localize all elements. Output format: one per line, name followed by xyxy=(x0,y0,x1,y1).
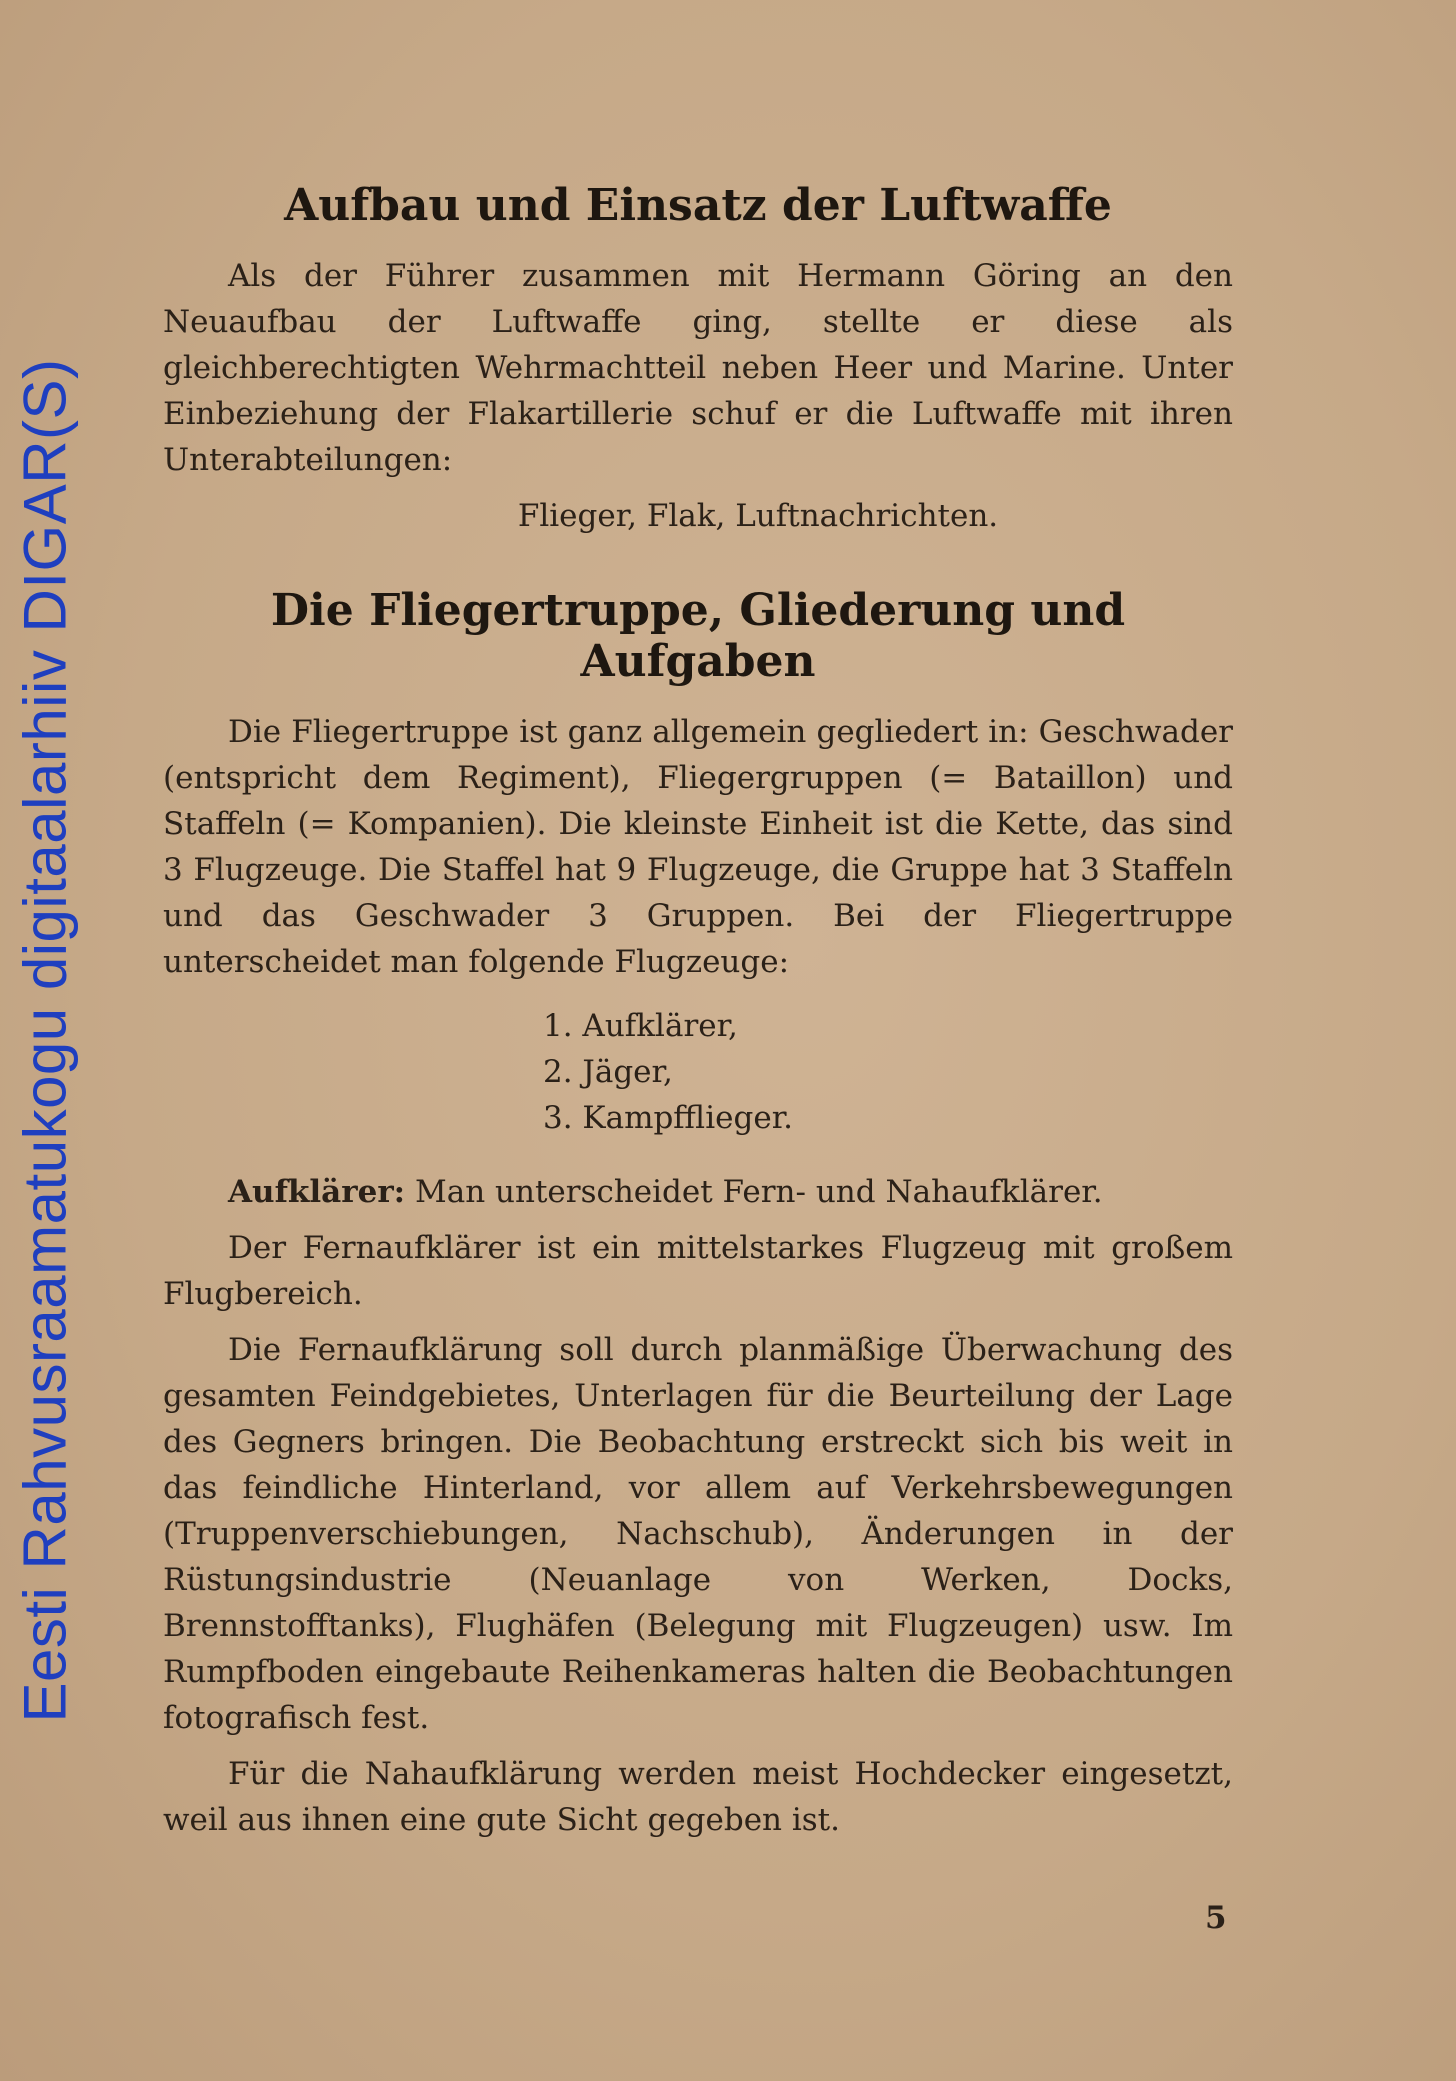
paragraph-fernaufklaerer: Der Fernaufklärer ist ein mittelstarkes Flugzeug mit großem Flugbereich. xyxy=(163,1230,1233,1312)
aircraft-type-list xyxy=(543,1003,1233,1141)
watermark-text: Eesti Rahvusraamatukogu digitaalarhiiv DIGAR(S) xyxy=(11,358,79,1723)
term-aufklaerer: Aufklärer: xyxy=(228,1174,406,1210)
section-title-fliegertruppe: Die Fliegertruppe, Gliederung und Aufgaben xyxy=(270,585,1126,687)
paragraph-fliegertruppe-structure: Die Fliegertruppe ist ganz allgemein gegliedert in: Geschwader (entspricht dem Regiment), Fliegergruppen (= Bataillon) und Staffeln (= Kompanien). Die kleinste Einheit ist die Kette, das sind 3 Flugzeuge. Die Staffel hat 9 Flugzeuge, die Gruppe hat 3 Staffeln und das Geschwader 3 Gruppen. Bei der Fliegertruppe unterscheidet man folgende Flugzeuge: xyxy=(163,714,1233,980)
page-number: 5 xyxy=(1205,1900,1227,1936)
list-item: 1. Aufklärer, xyxy=(543,1008,738,1044)
definition-aufklaerer: Man unterscheidet Fern- und Nahaufklärer. xyxy=(414,1174,1103,1210)
subdivisions-line: Flieger, Flak, Luftnachrichten. xyxy=(517,498,999,534)
paragraph-fernaufklaerung: Die Fernaufklärung soll durch planmäßige Überwachung des gesamten Feindgebietes, Unterlagen für die Beurteilung der Lage des Gegners bringen. Die Beobachtung erstreckt sich bis weit in das feindliche Hinterland, vor allem auf Verkehrsbewegungen (Truppenverschiebungen, Nachschub), Änderungen in der Rüstungsindustrie (Neuanlage von Werken, Docks, Brennstofftanks), Flughäfen (Belegung mit Flugzeugen) usw. Im Rumpfboden eingebaute Reihenkameras halten die Beobachtungen fotografisch fest. xyxy=(163,1332,1233,1736)
archive-watermark xyxy=(0,0,90,2081)
list-item: 2. Jäger, xyxy=(543,1054,673,1090)
section-title-luftwaffe: Aufbau und Einsatz der Luftwaffe xyxy=(284,180,1112,231)
page-content xyxy=(163,180,1233,1853)
list-item: 3. Kampfflieger. xyxy=(543,1100,793,1136)
paragraph-nahaufklaerung: Für die Nahaufklärung werden meist Hochdecker eingesetzt, weil aus ihnen eine gute Sicht gegeben ist. xyxy=(163,1756,1233,1838)
paragraph-luftwaffe-intro: Als der Führer zusammen mit Hermann Göring an den Neuaufbau der Luftwaffe ging, stellte er diese als gleichberechtigten Wehrmachtteil neben Heer und Marine. Unter Einbeziehung der Flakartillerie schuf er die Luftwaffe mit ihren Unterabteilungen: xyxy=(163,258,1233,478)
paragraph-aufklaerer-definition xyxy=(163,1169,1233,1215)
